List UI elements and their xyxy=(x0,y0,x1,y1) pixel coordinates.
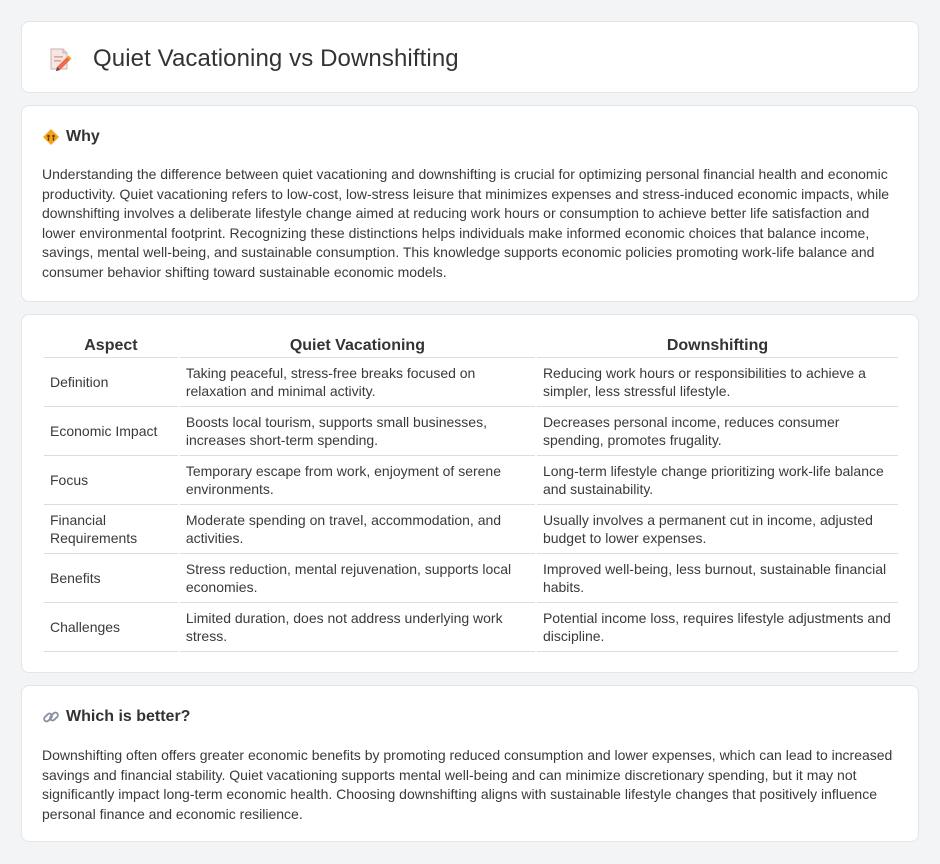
comparison-section xyxy=(21,314,919,673)
row-quiet-vacationing: Stress reduction, mental rejuvenation, supports local economies. xyxy=(180,554,535,603)
why-header xyxy=(42,128,100,146)
which-is-better-section xyxy=(21,685,919,842)
row-aspect: Benefits xyxy=(44,554,178,603)
row-downshifting: Improved well-being, less burnout, sustainable financial habits. xyxy=(537,554,898,603)
table-row xyxy=(44,456,898,505)
table-row xyxy=(44,407,898,456)
row-aspect: Financial Requirements xyxy=(44,505,178,554)
row-quiet-vacationing: Moderate spending on travel, accommodation, and activities. xyxy=(180,505,535,554)
table-row xyxy=(44,603,898,652)
header-quiet-vacationing: Quiet Vacationing xyxy=(180,337,535,358)
table-row xyxy=(44,358,898,407)
row-quiet-vacationing: Boosts local tourism, supports small businesses, increases short-term spending. xyxy=(180,407,535,456)
page-title: Quiet Vacationing vs Downshifting xyxy=(93,45,459,72)
comparison-table xyxy=(42,337,900,652)
row-downshifting: Decreases personal income, reduces consumer spending, promotes frugality. xyxy=(537,407,898,456)
row-downshifting: Usually involves a permanent cut in income, adjusted budget to lower expenses. xyxy=(537,505,898,554)
warning-diamond-icon xyxy=(42,128,60,146)
title-row xyxy=(48,45,459,73)
document-pencil-icon xyxy=(48,46,72,72)
row-quiet-vacationing: Temporary escape from work, enjoyment of serene environments. xyxy=(180,456,535,505)
row-downshifting: Potential income loss, requires lifestyle adjustments and discipline. xyxy=(537,603,898,652)
table-header-row xyxy=(44,337,898,358)
row-downshifting: Long-term lifestyle change prioritizing work-life balance and sustainability. xyxy=(537,456,898,505)
row-aspect: Focus xyxy=(44,456,178,505)
why-section xyxy=(21,105,919,302)
row-aspect: Economic Impact xyxy=(44,407,178,456)
better-text: Downshifting often offers greater economic benefits by promoting reduced consumption and lower expenses, which can lead to increased savings and financial stability. Quiet vacationing supports mental well-being and can minimize discretionary spending, but it may not significantly impact long-term economic health. Choosing downshifting aligns with sustainable lifestyle changes that positively influence personal finance and economic resilience. xyxy=(42,747,893,822)
row-aspect: Challenges xyxy=(44,603,178,652)
row-aspect: Definition xyxy=(44,358,178,407)
header-downshifting: Downshifting xyxy=(537,337,898,358)
row-quiet-vacationing: Taking peaceful, stress-free breaks focused on relaxation and minimal activity. xyxy=(180,358,535,407)
table-row xyxy=(44,505,898,554)
why-heading: Why xyxy=(66,128,100,145)
table-row xyxy=(44,554,898,603)
better-heading: Which is better? xyxy=(66,708,191,725)
title-card xyxy=(21,21,919,93)
header-aspect: Aspect xyxy=(44,337,178,358)
better-header xyxy=(42,708,190,726)
row-downshifting: Reducing work hours or responsibilities to achieve a simpler, less stressful lifestyle. xyxy=(537,358,898,407)
why-text: Understanding the difference between quiet vacationing and downshifting is crucial for optimizing personal financial health and economic productivity. Quiet vacationing refers to low-cost, low-stress leisure that minimizes expenses and stress-induced economic impacts, while downshifting involves a deliberate lifestyle change aimed at reducing work hours or consumption to achieve better life satisfaction and lower environmental footprint. Recognizing these distinctions helps individuals make informed economic choices that balance income, savings, mental well-being, and sustainable consumption. This knowledge supports economic policies promoting work-life balance and consumer behavior shifting toward sustainable economic models. xyxy=(42,166,890,280)
link-icon xyxy=(42,708,60,726)
row-quiet-vacationing: Limited duration, does not address underlying work stress. xyxy=(180,603,535,652)
